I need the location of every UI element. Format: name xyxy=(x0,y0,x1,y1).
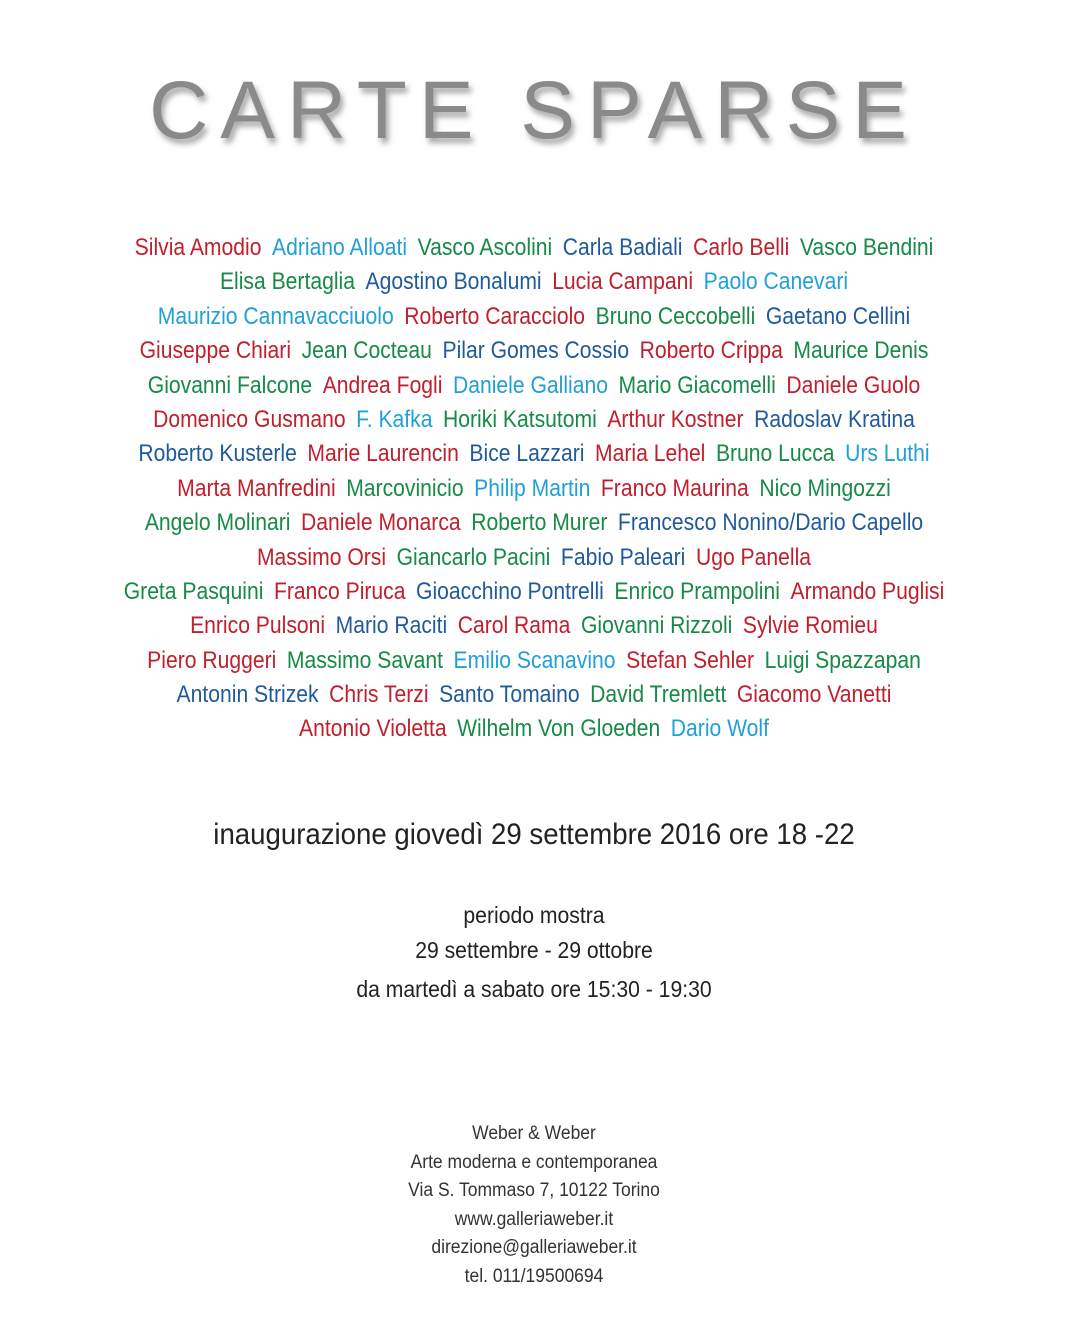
artist-name: David Tremlett xyxy=(590,681,727,709)
artist-name: Angelo Molinari xyxy=(144,509,291,537)
artist-name: Massimo Orsi xyxy=(256,543,387,571)
artist-name: Mario Giacomelli xyxy=(618,371,776,399)
artist-row xyxy=(99,472,968,506)
artist-name: Dario Wolf xyxy=(670,715,769,743)
artist-name: Roberto Murer xyxy=(471,509,608,537)
artist-name: Adriano Alloati xyxy=(272,234,408,261)
artist-name: Arthur Kostner xyxy=(607,405,744,433)
artist-name: Maria Lehel xyxy=(595,440,706,468)
artist-row xyxy=(99,506,968,540)
period-label: periodo mostra xyxy=(463,902,605,928)
artist-name: Stefan Sehler xyxy=(626,646,755,674)
artist-name: Maurice Denis xyxy=(793,337,929,365)
artist-row xyxy=(99,678,968,712)
artist-name: Fabio Paleari xyxy=(560,543,686,571)
artist-name: Antonio Violetta xyxy=(298,715,447,743)
artist-name: Mario Raciti xyxy=(335,612,448,640)
opening-hours: da martedì a sabato ore 15:30 - 19:30 xyxy=(356,976,712,1002)
artist-row xyxy=(99,712,968,746)
artist-name: Giuseppe Chiari xyxy=(139,337,292,365)
artist-row xyxy=(99,403,968,437)
artist-name: Roberto Crippa xyxy=(639,337,783,365)
artist-name: Enrico Prampolini xyxy=(614,577,780,605)
gallery-contact xyxy=(43,1120,1026,1292)
artist-row xyxy=(99,644,968,678)
artist-name: Vasco Ascolini xyxy=(417,234,553,261)
artist-name: Santo Tomaino xyxy=(439,681,580,709)
artist-name: Paolo Canevari xyxy=(703,268,849,296)
artist-name: Horiki Katsutomi xyxy=(443,405,597,433)
artist-name: Sylvie Romieu xyxy=(742,612,878,640)
artist-name: Giovanni Rizzoli xyxy=(580,612,733,640)
artist-name: Bruno Ceccobelli xyxy=(595,302,756,330)
artist-name: Wilhelm Von Gloeden xyxy=(457,715,661,743)
artist-name: Daniele Monarca xyxy=(300,509,461,537)
artist-name: Vasco Bendini xyxy=(799,234,934,261)
gallery-phone: tel. 011/19500694 xyxy=(464,1265,604,1287)
artist-name: Carlo Belli xyxy=(693,234,790,261)
gallery-email[interactable]: direzione@galleriaweber.it xyxy=(431,1237,637,1259)
artist-row xyxy=(99,575,968,609)
artist-name: Marcovinicio xyxy=(346,474,464,502)
artist-name: Ugo Panella xyxy=(695,543,812,571)
artist-name: Marta Manfredini xyxy=(177,474,336,502)
artist-name: Silvia Amodio xyxy=(134,234,262,261)
artist-name: Lucia Campani xyxy=(552,268,694,296)
artist-name: Urs Luthi xyxy=(845,440,930,468)
artist-name: Chris Terzi xyxy=(329,681,429,709)
exhibition-period xyxy=(43,898,1026,1007)
gallery-subtitle: Arte moderna e contemporanea xyxy=(410,1151,658,1173)
artist-row xyxy=(99,369,968,403)
artist-name: Roberto Kusterle xyxy=(138,440,297,468)
artist-name: Antonin Strizek xyxy=(176,681,319,709)
artist-name: Jean Cocteau xyxy=(301,337,432,365)
artist-name: Pilar Gomes Cossio xyxy=(442,337,630,365)
artist-name: Massimo Savant xyxy=(286,646,443,674)
opening-info: inaugurazione giovedì 29 settembre 2016 ore 18 -22 xyxy=(213,818,855,851)
period-dates: 29 settembre - 29 ottobre xyxy=(415,937,653,963)
artist-name: Gaetano Cellini xyxy=(765,302,911,330)
artist-row xyxy=(99,231,968,265)
gallery-name: Weber & Weber xyxy=(472,1123,596,1144)
artist-name: Domenico Gusmano xyxy=(153,405,346,433)
artist-name: Andrea Fogli xyxy=(322,371,443,399)
artist-row xyxy=(99,334,968,368)
artist-row xyxy=(99,437,968,471)
artist-name: Nico Mingozzi xyxy=(759,474,891,502)
artist-name: Agostino Bonalumi xyxy=(365,268,542,296)
artist-row xyxy=(99,300,968,334)
artist-list xyxy=(40,231,1028,747)
artist-name: Giancarlo Pacini xyxy=(396,543,551,571)
artist-name: Bice Lazzari xyxy=(469,440,585,468)
gallery-website[interactable]: www.galleriaweber.it xyxy=(454,1208,614,1230)
artist-name: Bruno Lucca xyxy=(715,440,835,468)
artist-name: Piero Ruggeri xyxy=(147,646,277,674)
artist-name: Giacomo Vanetti xyxy=(736,681,892,709)
artist-name: Marie Laurencin xyxy=(307,440,459,468)
artist-row xyxy=(99,609,968,643)
artist-name: Gioacchino Pontrelli xyxy=(416,577,604,605)
artist-name: Roberto Caracciolo xyxy=(404,302,586,330)
artist-name: Emilio Scanavino xyxy=(453,646,616,674)
artist-name: Maurizio Cannavacciuolo xyxy=(157,302,394,330)
artist-name: Philip Martin xyxy=(474,474,591,502)
artist-name: Daniele Galliano xyxy=(452,371,608,399)
artist-name: Enrico Pulsoni xyxy=(190,612,326,640)
artist-name: Carol Rama xyxy=(457,612,571,640)
artist-name: Greta Pasquini xyxy=(123,577,264,605)
artist-name: Francesco Nonino/Dario Capello xyxy=(617,509,924,537)
artist-name: Elisa Bertaglia xyxy=(219,268,355,296)
artist-name: Daniele Guolo xyxy=(786,371,921,399)
artist-name: Franco Piruca xyxy=(274,577,406,605)
artist-row xyxy=(99,541,968,575)
gallery-address: Via S. Tommaso 7, 10122 Torino xyxy=(408,1180,660,1202)
artist-name: Carla Badiali xyxy=(562,234,683,261)
artist-name: Luigi Spazzapan xyxy=(764,646,921,674)
artist-name: Giovanni Falcone xyxy=(147,371,313,399)
artist-name: Radoslav Kratina xyxy=(754,405,915,433)
exhibition-title: CARTE SPARSE xyxy=(149,65,919,156)
artist-name: Armando Puglisi xyxy=(790,577,945,605)
artist-name: Franco Maurina xyxy=(600,474,749,502)
artist-row xyxy=(99,265,968,299)
artist-name: F. Kafka xyxy=(356,405,433,433)
